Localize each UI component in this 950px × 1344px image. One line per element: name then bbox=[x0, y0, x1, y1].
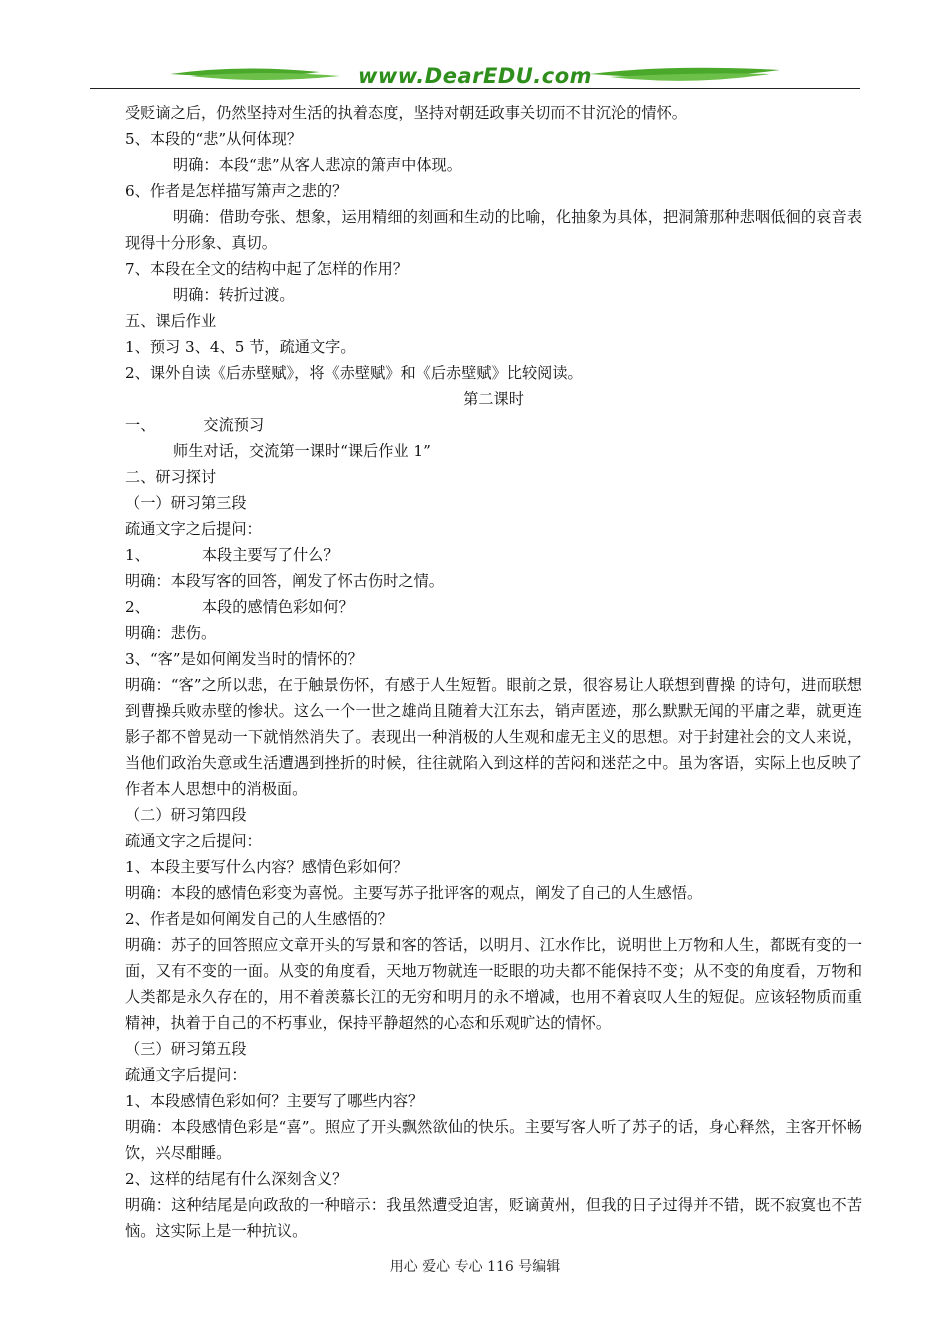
text-line: 疏通文字后提问： bbox=[125, 1066, 247, 1084]
subsection-heading: （三）研习第五段 bbox=[125, 1040, 247, 1058]
answer-paragraph: 明确：借助夸张、想象，运用精细的刻画和生动的比喻，化抽象为具体，把洞箫那种悲咽低徊的哀音表现得十分形象、真切。 bbox=[125, 208, 862, 252]
homework-item: 1、预习 3、4、5 节，疏通文字。 bbox=[125, 338, 356, 356]
page-footer: 用心 爱心 专心 116 号编辑 bbox=[389, 1259, 561, 1275]
question-text: 本段主要写了什么？ bbox=[201, 546, 339, 564]
answer-line: 明确：悲伤。 bbox=[125, 624, 217, 642]
homework-item: 2、课外自读《后赤壁赋》，将《赤壁赋》和《后赤壁赋》比较阅读。 bbox=[125, 364, 583, 382]
question-line: 1、本段主要写什么内容？感情色彩如何？ bbox=[125, 858, 409, 876]
answer-paragraph: 明确：“客”之所以悲，在于触景伤怀，有感于人生短暂。眼前之景，很容易让人联想到曹操 的诗句，进而联想到曹操兵败赤壁的惨状。这么一个一世之雄尚且随着大江东去，销声匿迹，那么默默无闻的平庸之辈，就更连影子都不曾晃动一下就悄然消失了。表现出一种消极的人生观和虚无主义的思想。对于封建社会的文人来说，当他们政治失意或生活遭遇到挫折的时候，往往就陷入到这样的苦闷和迷茫之中。虽为客语，实际上也反映了作者本人思想中的消极面。 bbox=[125, 676, 862, 798]
answer-paragraph: 明确：苏子的回答照应文章开头的写景和客的答话，以明月、江水作比，说明世上万物和人生，都既有变的一面，又有不变的一面。从变的角度看，天地万物就连一眨眼的功夫都不能保持不变；从不变的角度看，万物和人类都是永久存在的，用不着羡慕长江的无穷和明月的永不增减，也用不着哀叹人生的短促。应该轻物质而重精神，执着于自己的不朽事业，保持平静超然的心态和乐观旷达的情怀。 bbox=[125, 936, 862, 1032]
text-line: 疏通文字之后提问： bbox=[125, 520, 262, 538]
question-line: 7、本段在全文的结构中起了怎样的作用？ bbox=[125, 260, 409, 278]
subsection-heading: （二）研习第四段 bbox=[125, 806, 247, 824]
text-line: 受贬谪之后，仍然坚持对生活的执着态度，坚持对朝廷政事关切而不甘沉沦的情怀。 bbox=[125, 104, 687, 122]
section-title: 交流预习 bbox=[203, 416, 265, 434]
question-line bbox=[125, 542, 862, 568]
text-line: 师生对话，交流第一课时“课后作业 1” bbox=[173, 442, 431, 460]
lesson-title: 第二课时 bbox=[463, 390, 524, 408]
answer-paragraph: 明确：本段感情色彩是“喜”。照应了开头飘然欲仙的快乐。主要写客人听了苏子的话，身心释然，主客开怀畅饮，兴尽酣睡。 bbox=[125, 1118, 862, 1162]
section-heading: 二、研习探讨 bbox=[125, 468, 217, 486]
site-logo-text: www.DearEDU.com bbox=[357, 64, 593, 88]
answer-paragraph: 明确：这种结尾是向政敌的一种暗示：我虽然遭受迫害，贬谪黄州，但我的日子过得并不错，既不寂寞也不苦恼。这实际上是一种抗议。 bbox=[125, 1196, 862, 1240]
answer-line: 明确：本段写客的回答，阐发了怀古伤时之情。 bbox=[125, 572, 444, 590]
answer-line: 明确：本段的感情色彩变为喜悦。主要写苏子批评客的观点，阐发了自己的人生感悟。 bbox=[125, 884, 703, 902]
answer-line: 明确：本段“悲”从客人悲凉的箫声中体现。 bbox=[173, 156, 462, 174]
question-line: 3、“客”是如何阐发当时的情怀的？ bbox=[125, 650, 363, 668]
question-line: 2、作者是如何阐发自己的人生感悟的？ bbox=[125, 910, 393, 928]
section-heading: 五、课后作业 bbox=[125, 312, 217, 330]
question-line: 6、作者是怎样描写箫声之悲的？ bbox=[125, 182, 348, 200]
question-line: 1、本段感情色彩如何？主要写了哪些内容？ bbox=[125, 1092, 424, 1110]
answer-line: 明确：转折过渡。 bbox=[173, 286, 295, 304]
section-number: 一、 bbox=[125, 416, 156, 434]
question-line bbox=[125, 594, 862, 620]
text-line: 疏通文字之后提问： bbox=[125, 832, 262, 850]
subsection-heading: （一）研习第三段 bbox=[125, 494, 247, 512]
section-heading bbox=[125, 412, 862, 438]
question-text: 本段的感情色彩如何？ bbox=[201, 598, 354, 616]
question-line: 2、这样的结尾有什么深刻含义？ bbox=[125, 1170, 348, 1188]
question-line: 5、本段的“悲”从何体现？ bbox=[125, 130, 303, 148]
document-body bbox=[125, 100, 862, 1244]
header-rule bbox=[90, 88, 860, 89]
question-number: 1、 bbox=[125, 546, 150, 564]
question-number: 2、 bbox=[125, 598, 150, 616]
